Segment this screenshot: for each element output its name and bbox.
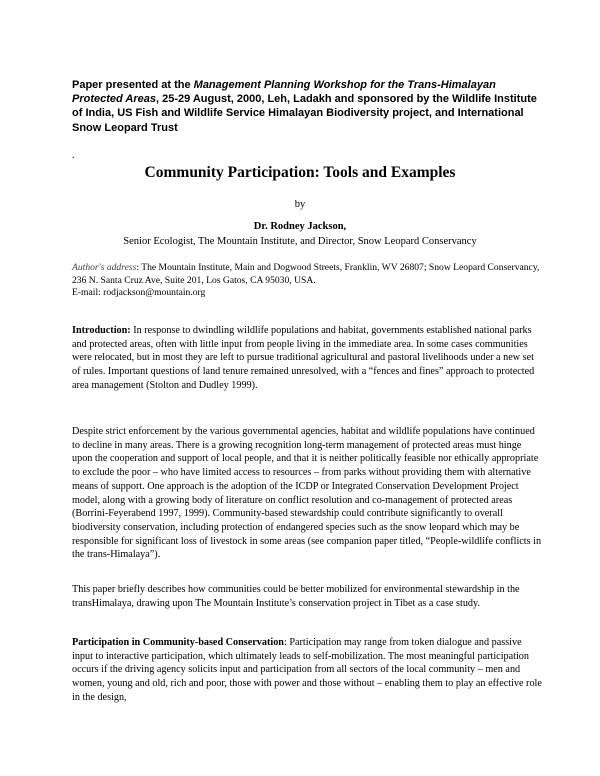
presentation-note-prefix: Paper presented at the	[72, 79, 194, 91]
body-paragraph: This paper briefly describes how communities could be better mobilized for environmental stewardship in the transHimalaya, drawing upon The Mountain Institute’s conservation project in Tibet as a case study.	[72, 584, 520, 609]
address-label: Author's address	[72, 262, 137, 273]
participation-heading: Participation in Community-based Conservation	[72, 637, 284, 648]
byline: by	[294, 199, 306, 210]
introduction-paragraph	[72, 324, 542, 393]
author-email: E-mail: rodjackson@mountain.org	[72, 287, 206, 298]
participation-text: : Participation may range from token dialogue and passive input to interactive participation, which ultimately leads to self-mobilization. The most meaningful participation occurs if the driving agency solicits input and participation from all sectors of the local community – men and women, young and old, rich and poor, those with power and those without – enabling them to play an effective role in the design,	[72, 637, 542, 703]
stray-dot: .	[72, 150, 75, 161]
author-address	[72, 262, 542, 300]
presentation-note	[72, 78, 542, 135]
introduction-heading: Introduction:	[72, 325, 131, 336]
workshop-name: Management Planning Workshop for the Trans-Himalayan Protected Areas	[72, 79, 496, 106]
body-paragraph: Despite strict enforcement by the various governmental agencies, habitat and wildlife populations have continued to decline in many areas. There is a growing recognition long-term management of protected areas must hinge upon the cooperation and support of local people, and that it is neither politically feasible nor ethically appropriate to exclude the poor – who have limited access to resources – from parks without providing them with alternative means of support. One approach is the adoption of the ICDP or Integrated Conservation Development Project model, along with a growing body of literature on conflict resolution and co-management of protected areas (Borrini-Feyerabend 1997, 1999). Community-based stewardship could contribute significantly to overall biodiversity conservation, including protection of endangered species such as the snow leopard which may be responsible for significant loss of livestock in some areas (see companion paper titled, “People-wildlife conflicts in the trans-Himalaya”).	[72, 426, 542, 561]
introduction-text: In response to dwindling wildlife populations and habitat, governments established national parks and protected areas, often with little input from people living in the immediate area. In some cases communities were relocated, but in most they are left to pursue traditional agricultural and pastoral livelihoods under a new set of rules. Important questions of land tenure remained unresolved, with a “fences and fines” approach to protected area management (Stolton and Dudley 1999).	[72, 325, 535, 391]
author-name: Dr. Rodney Jackson,	[253, 221, 347, 232]
presentation-note-suffix: , 25-29 August, 2000, Leh, Ladakh and sponsored by the Wildlife Institute of India, US Fish and Wildlife Service Himalayan Biodiversity project, and International Snow Leopard Trust	[72, 93, 537, 134]
paper-title: Community Participation: Tools and Examples	[144, 164, 456, 181]
participation-paragraph	[72, 636, 542, 705]
author-affiliation: Senior Ecologist, The Mountain Institute, and Director, Snow Leopard Conservancy	[123, 236, 477, 247]
address-text: : The Mountain Institute, Main and Dogwood Streets, Franklin, WV 26807; Snow Leopard Conservancy, 236 N. Santa Cruz Ave, Suite 201, Los Gatos, CA 95030, USA.	[72, 262, 540, 286]
